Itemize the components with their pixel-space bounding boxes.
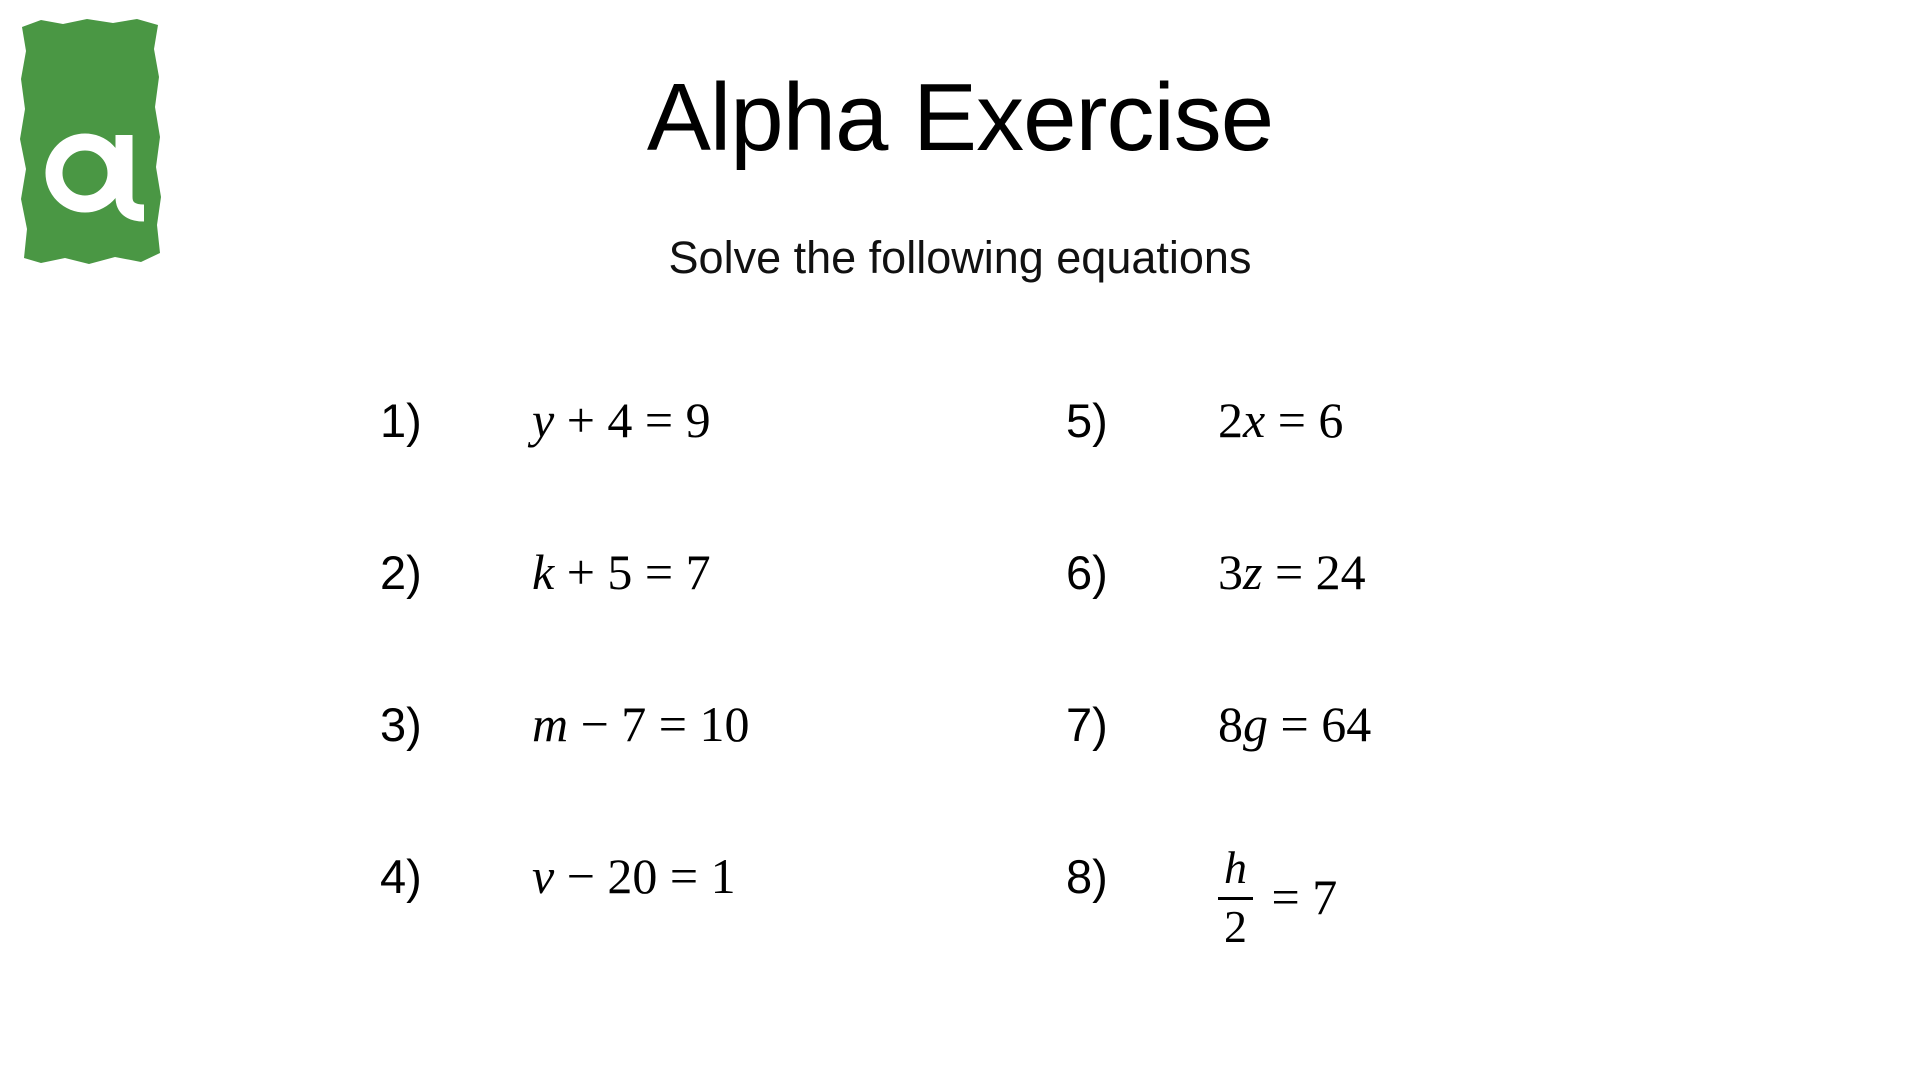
equation xyxy=(532,695,750,753)
problem-row-4 xyxy=(380,800,750,952)
equation xyxy=(1218,841,1338,952)
problem-row-1 xyxy=(380,344,750,496)
problem-number: 4) xyxy=(380,849,422,903)
problem-row-7 xyxy=(1066,648,1371,800)
problem-row-2 xyxy=(380,496,750,648)
page-title: Alpha Exercise xyxy=(646,64,1274,171)
problem-row-8 xyxy=(1066,800,1371,952)
equation xyxy=(1218,391,1343,449)
equation-variable: g xyxy=(1243,696,1268,752)
fraction xyxy=(1218,841,1253,952)
problem-number: 6) xyxy=(1066,545,1108,599)
problem-row-6 xyxy=(1066,496,1371,648)
equation xyxy=(1218,543,1366,601)
equation-coefficient: 2 xyxy=(1218,392,1243,448)
page-subtitle: Solve the following equations xyxy=(668,232,1252,283)
equation-rest: + 4 = 9 xyxy=(554,392,711,448)
problem-row-5 xyxy=(1066,344,1371,496)
equation-rest: − 20 = 1 xyxy=(554,848,736,904)
equation-rest: − 7 = 10 xyxy=(568,696,750,752)
equation-rest: + 5 = 7 xyxy=(554,544,711,600)
fraction-denominator: 2 xyxy=(1224,900,1247,952)
equation-variable: k xyxy=(532,544,555,600)
equation-variable: m xyxy=(532,696,569,752)
equation-rest: = 6 xyxy=(1265,392,1344,448)
problem-number: 7) xyxy=(1066,697,1108,751)
equation-rest: = 7 xyxy=(1259,869,1338,925)
equation xyxy=(532,847,736,905)
problems-column-right xyxy=(1066,344,1371,952)
equation-coefficient: 3 xyxy=(1218,544,1243,600)
fraction-numerator: h xyxy=(1218,845,1253,900)
equation xyxy=(532,543,711,601)
equation xyxy=(1218,695,1371,753)
equation-rest: = 24 xyxy=(1262,544,1366,600)
problem-number: 3) xyxy=(380,697,422,751)
equation-variable: v xyxy=(532,848,555,904)
problems-column-left xyxy=(380,344,750,952)
equation xyxy=(532,391,711,449)
equation-variable: z xyxy=(1243,544,1263,600)
equation-coefficient: 8 xyxy=(1218,696,1243,752)
problem-number: 1) xyxy=(380,393,422,447)
problem-number: 8) xyxy=(1066,849,1108,903)
problem-number: 5) xyxy=(1066,393,1108,447)
equation-variable: y xyxy=(532,392,555,448)
problem-number: 2) xyxy=(380,545,422,599)
equation-variable: x xyxy=(1243,392,1266,448)
equation-rest: = 64 xyxy=(1268,696,1372,752)
problem-row-3 xyxy=(380,648,750,800)
